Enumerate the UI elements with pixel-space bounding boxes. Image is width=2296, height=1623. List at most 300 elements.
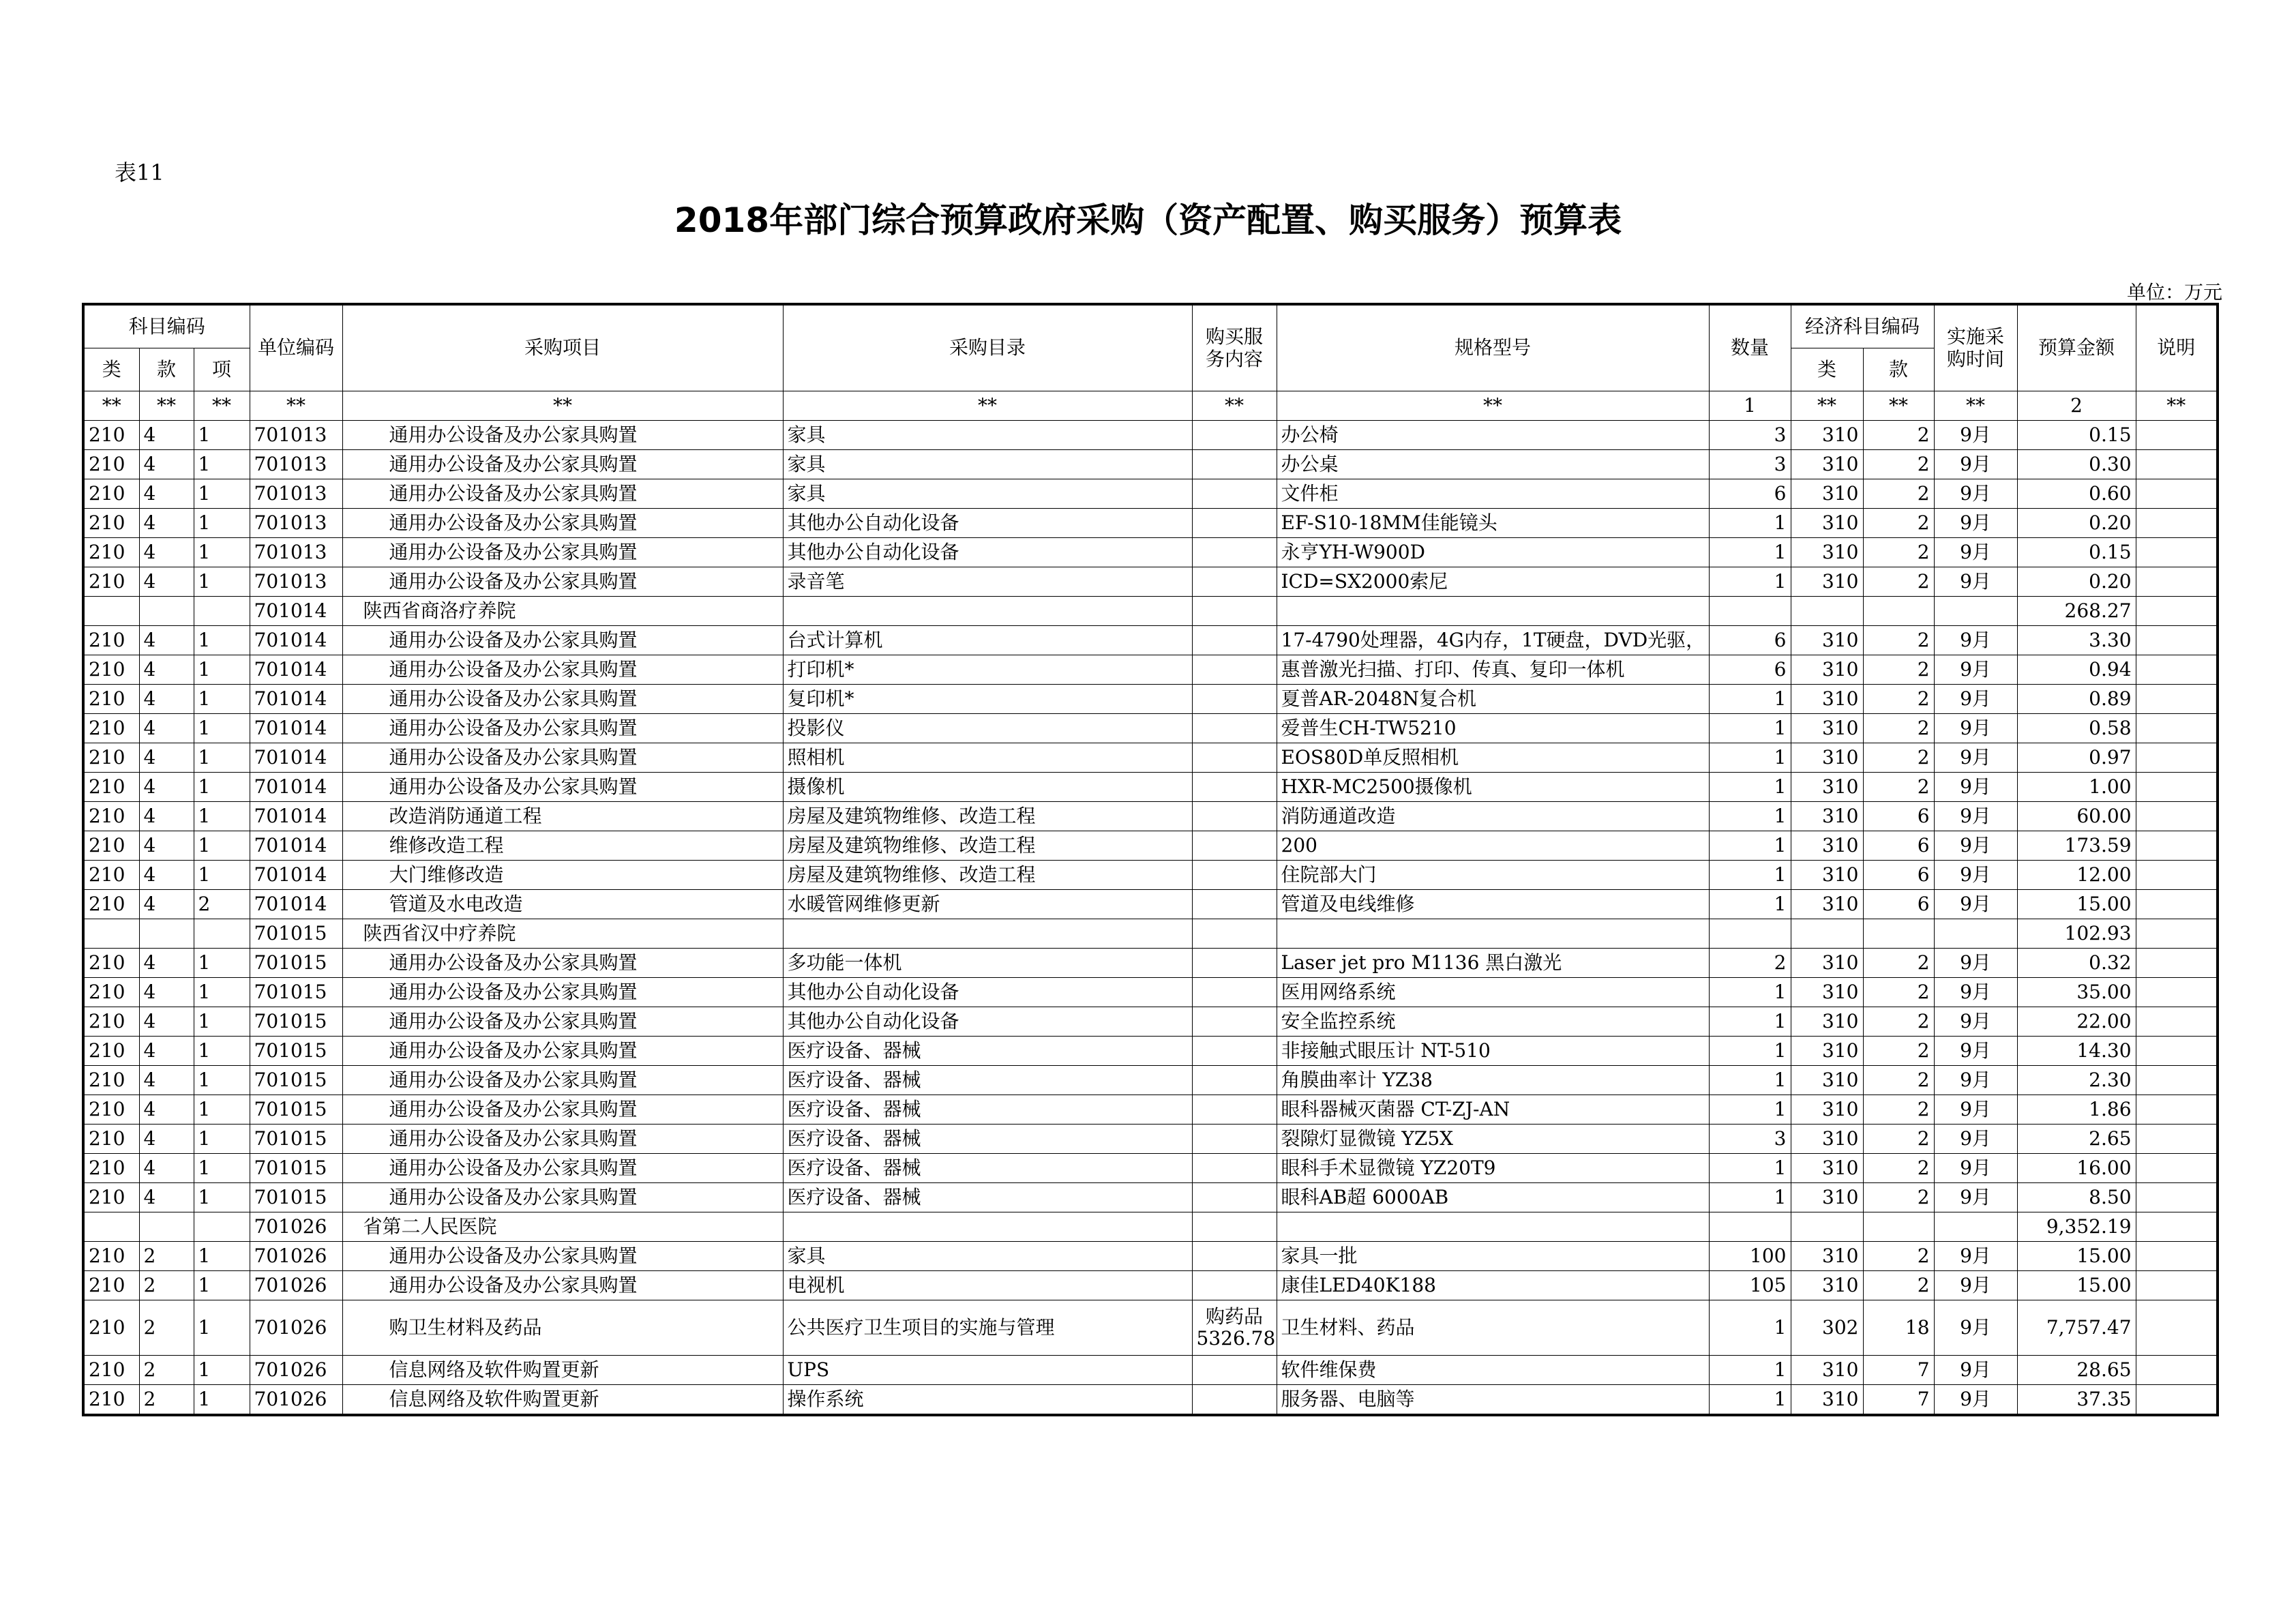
cell-econ-lei: 310 [1791, 626, 1863, 655]
cell-xiang: 1 [194, 1242, 250, 1271]
cell-project: 大门维修改造 [342, 861, 783, 890]
cell-project: 通用办公设备及办公家具购置 [342, 1154, 783, 1183]
cell-qty: 6 [1709, 479, 1791, 509]
cell-service: 购药品5326.78 [1192, 1300, 1277, 1356]
header-kuan: 款 [139, 348, 194, 391]
cell-kuan: 4 [139, 743, 194, 773]
cell-catalog: 录音笔 [783, 567, 1192, 597]
cell-note [2136, 831, 2218, 861]
cell-amount: 2.30 [2017, 1066, 2136, 1095]
cell-time: 9月 [1934, 685, 2017, 714]
cell-xiang: 2 [194, 890, 250, 919]
cell-time [1934, 597, 2017, 626]
cell-service [1192, 714, 1277, 743]
table-label: 表11 [115, 160, 164, 185]
cell-service [1192, 597, 1277, 626]
cell-kuan: 4 [139, 714, 194, 743]
table-row [83, 890, 2218, 919]
cell-econ-lei: 310 [1791, 450, 1863, 479]
cell-project: 通用办公设备及办公家具购置 [342, 538, 783, 567]
table-row [83, 1154, 2218, 1183]
cell-unit-code: 701015 [250, 1125, 342, 1154]
table-row [83, 949, 2218, 978]
cell-econ-lei: 310 [1791, 949, 1863, 978]
header-econ-lei: 类 [1791, 348, 1863, 391]
cell-econ-lei: 310 [1791, 1125, 1863, 1154]
unit-subtotal-row [83, 1212, 2218, 1242]
cell-time: 9月 [1934, 1385, 2017, 1416]
cell-spec: 爱普生CH-TW5210 [1277, 714, 1709, 743]
cell-catalog: 照相机 [783, 743, 1192, 773]
header-quantity: 数量 [1709, 304, 1791, 391]
cell-econ-lei: 310 [1791, 421, 1863, 450]
cell-xiang: 1 [194, 1356, 250, 1385]
cell-spec: 裂隙灯显微镜 YZ5X [1277, 1125, 1709, 1154]
cell-amount: 0.30 [2017, 450, 2136, 479]
cell-amount: 7,757.47 [2017, 1300, 2136, 1356]
cell-spec: EOS80D单反照相机 [1277, 743, 1709, 773]
cell-spec: 夏普AR-2048N复合机 [1277, 685, 1709, 714]
cell-qty: 1 [1709, 1356, 1791, 1385]
mark-cell: ** [139, 391, 194, 421]
cell-econ-lei: 310 [1791, 538, 1863, 567]
cell-service [1192, 861, 1277, 890]
cell-xiang: 1 [194, 479, 250, 509]
cell-spec: HXR-MC2500摄像机 [1277, 773, 1709, 802]
cell-econ-kuan: 2 [1863, 1037, 1934, 1066]
cell-qty: 105 [1709, 1271, 1791, 1300]
cell-econ-kuan: 2 [1863, 1242, 1934, 1271]
cell-econ-kuan: 2 [1863, 1007, 1934, 1037]
cell-service [1192, 1007, 1277, 1037]
cell-catalog: 家具 [783, 421, 1192, 450]
cell-unit-name: 陕西省汉中疗养院 [342, 919, 783, 949]
table-row [83, 567, 2218, 597]
cell-lei [83, 919, 139, 949]
cell-lei: 210 [83, 479, 139, 509]
cell-service [1192, 831, 1277, 861]
cell-note [2136, 1066, 2218, 1095]
cell-catalog: 家具 [783, 479, 1192, 509]
cell-project: 通用办公设备及办公家具购置 [342, 479, 783, 509]
cell-xiang: 1 [194, 1066, 250, 1095]
cell-time: 9月 [1934, 479, 2017, 509]
cell-amount: 9,352.19 [2017, 1212, 2136, 1242]
cell-qty: 3 [1709, 421, 1791, 450]
cell-qty: 1 [1709, 1037, 1791, 1066]
cell-catalog: 家具 [783, 450, 1192, 479]
cell-project: 维修改造工程 [342, 831, 783, 861]
cell-note [2136, 743, 2218, 773]
cell-kuan: 4 [139, 861, 194, 890]
cell-econ-lei: 310 [1791, 1356, 1863, 1385]
table-row [83, 802, 2218, 831]
cell-spec: EF-S10-18MM佳能镜头 [1277, 509, 1709, 538]
cell-unit-code: 701014 [250, 597, 342, 626]
cell-amount: 2.65 [2017, 1125, 2136, 1154]
unit-subtotal-row [83, 597, 2218, 626]
cell-unit-code: 701013 [250, 450, 342, 479]
cell-lei: 210 [83, 421, 139, 450]
table-row [83, 714, 2218, 743]
cell-xiang: 1 [194, 802, 250, 831]
cell-note [2136, 597, 2218, 626]
cell-catalog: 医疗设备、器械 [783, 1066, 1192, 1095]
mark-cell: ** [342, 391, 783, 421]
table-row [83, 1183, 2218, 1212]
cell-econ-lei: 310 [1791, 685, 1863, 714]
cell-lei [83, 1212, 139, 1242]
cell-amount: 1.86 [2017, 1095, 2136, 1125]
table-row [83, 1095, 2218, 1125]
cell-note [2136, 509, 2218, 538]
cell-qty: 1 [1709, 978, 1791, 1007]
cell-time: 9月 [1934, 1242, 2017, 1271]
cell-lei: 210 [83, 450, 139, 479]
cell-econ-lei: 310 [1791, 1037, 1863, 1066]
cell-econ-lei: 310 [1791, 831, 1863, 861]
cell-time [1934, 1212, 2017, 1242]
cell-project: 通用办公设备及办公家具购置 [342, 509, 783, 538]
cell-econ-lei: 310 [1791, 978, 1863, 1007]
cell-qty: 1 [1709, 538, 1791, 567]
table-row [83, 1300, 2218, 1356]
cell-catalog: 投影仪 [783, 714, 1192, 743]
cell-unit-code: 701026 [250, 1385, 342, 1416]
cell-amount: 0.97 [2017, 743, 2136, 773]
cell-time: 9月 [1934, 655, 2017, 685]
cell-note [2136, 655, 2218, 685]
cell-unit-code: 701026 [250, 1271, 342, 1300]
cell-spec: 眼科器械灭菌器 CT-ZJ-AN [1277, 1095, 1709, 1125]
cell-spec: 惠普激光扫描、打印、传真、复印一体机 [1277, 655, 1709, 685]
cell-lei: 210 [83, 1385, 139, 1416]
cell-catalog: 多功能一体机 [783, 949, 1192, 978]
cell-lei: 210 [83, 1154, 139, 1183]
cell-project: 通用办公设备及办公家具购置 [342, 1271, 783, 1300]
cell-time: 9月 [1934, 1095, 2017, 1125]
cell-note [2136, 1183, 2218, 1212]
cell-kuan: 2 [139, 1356, 194, 1385]
cell-spec: 医用网络系统 [1277, 978, 1709, 1007]
cell-catalog: 摄像机 [783, 773, 1192, 802]
cell-unit-code: 701014 [250, 831, 342, 861]
cell-xiang: 1 [194, 831, 250, 861]
cell-note [2136, 773, 2218, 802]
cell-kuan: 4 [139, 1154, 194, 1183]
cell-time: 9月 [1934, 1007, 2017, 1037]
cell-note [2136, 626, 2218, 655]
table-row [83, 1356, 2218, 1385]
mark-cell: ** [1791, 391, 1863, 421]
mark-cell: ** [783, 391, 1192, 421]
cell-note [2136, 1300, 2218, 1356]
cell-kuan: 4 [139, 773, 194, 802]
cell-econ-kuan: 6 [1863, 802, 1934, 831]
cell-qty: 1 [1709, 802, 1791, 831]
cell-qty: 1 [1709, 1095, 1791, 1125]
cell-note [2136, 1385, 2218, 1416]
cell-econ-kuan: 2 [1863, 479, 1934, 509]
cell-project: 通用办公设备及办公家具购置 [342, 1037, 783, 1066]
cell-qty: 1 [1709, 773, 1791, 802]
cell-time: 9月 [1934, 567, 2017, 597]
cell-amount: 3.30 [2017, 626, 2136, 655]
cell-note [2136, 567, 2218, 597]
cell-econ-kuan: 2 [1863, 421, 1934, 450]
cell-qty: 1 [1709, 509, 1791, 538]
cell-lei: 210 [83, 773, 139, 802]
cell-econ-lei: 310 [1791, 861, 1863, 890]
cell-project: 通用办公设备及办公家具购置 [342, 949, 783, 978]
cell-project: 通用办公设备及办公家具购置 [342, 1066, 783, 1095]
cell-xiang: 1 [194, 773, 250, 802]
cell-spec: 安全监控系统 [1277, 1007, 1709, 1037]
cell-kuan: 2 [139, 1242, 194, 1271]
table-row [83, 1125, 2218, 1154]
cell-service [1192, 1095, 1277, 1125]
cell-project: 信息网络及软件购置更新 [342, 1356, 783, 1385]
cell-lei: 210 [83, 861, 139, 890]
cell-econ-lei [1791, 597, 1863, 626]
cell-qty [1709, 597, 1791, 626]
cell-lei: 210 [83, 1037, 139, 1066]
cell-catalog: 电视机 [783, 1271, 1192, 1300]
cell-time: 9月 [1934, 831, 2017, 861]
cell-kuan: 4 [139, 1066, 194, 1095]
cell-spec: 消防通道改造 [1277, 802, 1709, 831]
cell-qty: 2 [1709, 949, 1791, 978]
cell-econ-lei: 310 [1791, 1007, 1863, 1037]
cell-time: 9月 [1934, 1356, 2017, 1385]
cell-kuan: 4 [139, 567, 194, 597]
cell-service [1192, 1183, 1277, 1212]
cell-project: 通用办公设备及办公家具购置 [342, 567, 783, 597]
cell-service [1192, 1212, 1277, 1242]
cell-project: 购卫生材料及药品 [342, 1300, 783, 1356]
cell-econ-kuan: 2 [1863, 1183, 1934, 1212]
cell-service [1192, 421, 1277, 450]
header-project: 采购项目 [342, 304, 783, 391]
cell-xiang: 1 [194, 1095, 250, 1125]
header-lei: 类 [83, 348, 139, 391]
cell-amount: 268.27 [2017, 597, 2136, 626]
cell-econ-kuan: 2 [1863, 714, 1934, 743]
cell-spec: 非接触式眼压计 NT-510 [1277, 1037, 1709, 1066]
cell-lei: 210 [83, 685, 139, 714]
cell-catalog [783, 919, 1192, 949]
cell-kuan: 4 [139, 890, 194, 919]
cell-project: 通用办公设备及办公家具购置 [342, 1095, 783, 1125]
cell-note [2136, 978, 2218, 1007]
cell-econ-kuan: 18 [1863, 1300, 1934, 1356]
cell-econ-lei: 310 [1791, 890, 1863, 919]
cell-catalog: 房屋及建筑物维修、改造工程 [783, 861, 1192, 890]
cell-kuan: 4 [139, 450, 194, 479]
cell-lei: 210 [83, 978, 139, 1007]
cell-spec: Laser jet pro M1136 黑白激光 [1277, 949, 1709, 978]
cell-amount: 8.50 [2017, 1183, 2136, 1212]
cell-unit-code: 701013 [250, 538, 342, 567]
cell-xiang: 1 [194, 509, 250, 538]
cell-service [1192, 773, 1277, 802]
cell-qty: 6 [1709, 655, 1791, 685]
cell-spec: ICD=SX2000索尼 [1277, 567, 1709, 597]
cell-note [2136, 1037, 2218, 1066]
cell-econ-kuan: 6 [1863, 861, 1934, 890]
cell-project: 通用办公设备及办公家具购置 [342, 1242, 783, 1271]
cell-time: 9月 [1934, 538, 2017, 567]
cell-xiang: 1 [194, 714, 250, 743]
cell-unit-code: 701015 [250, 1037, 342, 1066]
cell-note [2136, 919, 2218, 949]
table-row [83, 978, 2218, 1007]
cell-note [2136, 861, 2218, 890]
cell-econ-lei: 302 [1791, 1300, 1863, 1356]
cell-amount: 0.89 [2017, 685, 2136, 714]
cell-xiang: 1 [194, 1125, 250, 1154]
cell-econ-lei: 310 [1791, 1271, 1863, 1300]
cell-project: 通用办公设备及办公家具购置 [342, 714, 783, 743]
cell-qty: 1 [1709, 743, 1791, 773]
cell-note [2136, 1356, 2218, 1385]
cell-lei: 210 [83, 1242, 139, 1271]
mark-cell: 1 [1709, 391, 1791, 421]
cell-project: 信息网络及软件购置更新 [342, 1385, 783, 1416]
cell-amount: 102.93 [2017, 919, 2136, 949]
cell-unit-name: 陕西省商洛疗养院 [342, 597, 783, 626]
cell-kuan: 4 [139, 1125, 194, 1154]
cell-amount: 16.00 [2017, 1154, 2136, 1183]
cell-lei: 210 [83, 567, 139, 597]
cell-catalog: 医疗设备、器械 [783, 1037, 1192, 1066]
cell-xiang: 1 [194, 1300, 250, 1356]
cell-econ-lei: 310 [1791, 1183, 1863, 1212]
header-catalog: 采购目录 [783, 304, 1192, 391]
cell-catalog [783, 597, 1192, 626]
cell-catalog: 医疗设备、器械 [783, 1125, 1192, 1154]
table-row [83, 831, 2218, 861]
cell-note [2136, 1154, 2218, 1183]
cell-qty: 1 [1709, 861, 1791, 890]
cell-time: 9月 [1934, 743, 2017, 773]
cell-spec: 住院部大门 [1277, 861, 1709, 890]
cell-lei [83, 597, 139, 626]
cell-project: 通用办公设备及办公家具购置 [342, 450, 783, 479]
cell-catalog: 医疗设备、器械 [783, 1154, 1192, 1183]
cell-catalog: 打印机* [783, 655, 1192, 685]
cell-note [2136, 421, 2218, 450]
header-service-content: 购买服务内容 [1192, 304, 1277, 391]
cell-unit-code: 701013 [250, 567, 342, 597]
cell-service [1192, 626, 1277, 655]
cell-time: 9月 [1934, 714, 2017, 743]
cell-service [1192, 1385, 1277, 1416]
cell-xiang: 1 [194, 1154, 250, 1183]
cell-time: 9月 [1934, 1183, 2017, 1212]
header-subject-code: 科目编码 [83, 304, 250, 348]
cell-catalog: 医疗设备、器械 [783, 1095, 1192, 1125]
cell-unit-name: 省第二人民医院 [342, 1212, 783, 1242]
header-spec: 规格型号 [1277, 304, 1709, 391]
cell-econ-kuan: 2 [1863, 509, 1934, 538]
cell-econ-lei [1791, 1212, 1863, 1242]
cell-spec: 办公椅 [1277, 421, 1709, 450]
table-row [83, 1271, 2218, 1300]
cell-econ-lei: 310 [1791, 1242, 1863, 1271]
cell-qty: 1 [1709, 1007, 1791, 1037]
cell-kuan: 4 [139, 626, 194, 655]
cell-spec [1277, 597, 1709, 626]
cell-lei: 210 [83, 1300, 139, 1356]
cell-unit-code: 701026 [250, 1212, 342, 1242]
cell-xiang: 1 [194, 1007, 250, 1037]
mark-cell: ** [83, 391, 139, 421]
cell-service [1192, 567, 1277, 597]
cell-note [2136, 1271, 2218, 1300]
mark-cell: 2 [2017, 391, 2136, 421]
cell-econ-kuan [1863, 597, 1934, 626]
cell-econ-kuan: 2 [1863, 978, 1934, 1007]
cell-spec: 康佳LED40K188 [1277, 1271, 1709, 1300]
cell-kuan: 4 [139, 1007, 194, 1037]
cell-service [1192, 1125, 1277, 1154]
cell-time: 9月 [1934, 1066, 2017, 1095]
cell-project: 通用办公设备及办公家具购置 [342, 421, 783, 450]
mark-cell: ** [250, 391, 342, 421]
cell-catalog: 其他办公自动化设备 [783, 538, 1192, 567]
cell-unit-code: 701013 [250, 509, 342, 538]
cell-amount: 14.30 [2017, 1037, 2136, 1066]
cell-kuan [139, 1212, 194, 1242]
cell-unit-code: 701026 [250, 1300, 342, 1356]
cell-econ-lei: 310 [1791, 567, 1863, 597]
cell-econ-lei: 310 [1791, 743, 1863, 773]
cell-unit-code: 701014 [250, 655, 342, 685]
cell-kuan: 4 [139, 509, 194, 538]
cell-qty: 1 [1709, 1154, 1791, 1183]
cell-kuan: 4 [139, 538, 194, 567]
cell-xiang: 1 [194, 861, 250, 890]
cell-catalog: 医疗设备、器械 [783, 1183, 1192, 1212]
cell-econ-lei: 310 [1791, 773, 1863, 802]
cell-time: 9月 [1934, 949, 2017, 978]
cell-econ-lei: 310 [1791, 655, 1863, 685]
cell-qty [1709, 919, 1791, 949]
cell-econ-kuan: 2 [1863, 1066, 1934, 1095]
table-row [83, 655, 2218, 685]
header-econ-code: 经济科目编码 [1791, 304, 1934, 348]
cell-lei: 210 [83, 509, 139, 538]
cell-spec: 眼科AB超 6000AB [1277, 1183, 1709, 1212]
cell-econ-kuan: 2 [1863, 1125, 1934, 1154]
cell-amount: 15.00 [2017, 1271, 2136, 1300]
cell-note [2136, 479, 2218, 509]
table-row [83, 421, 2218, 450]
cell-project: 通用办公设备及办公家具购置 [342, 1183, 783, 1212]
cell-qty: 1 [1709, 1183, 1791, 1212]
cell-econ-kuan: 2 [1863, 1095, 1934, 1125]
cell-service [1192, 479, 1277, 509]
cell-service [1192, 1271, 1277, 1300]
table-row [83, 1037, 2218, 1066]
cell-service [1192, 802, 1277, 831]
cell-amount: 15.00 [2017, 890, 2136, 919]
cell-unit-code: 701014 [250, 714, 342, 743]
cell-spec: 永亨YH-W900D [1277, 538, 1709, 567]
cell-xiang: 1 [194, 567, 250, 597]
unit-subtotal-row [83, 919, 2218, 949]
